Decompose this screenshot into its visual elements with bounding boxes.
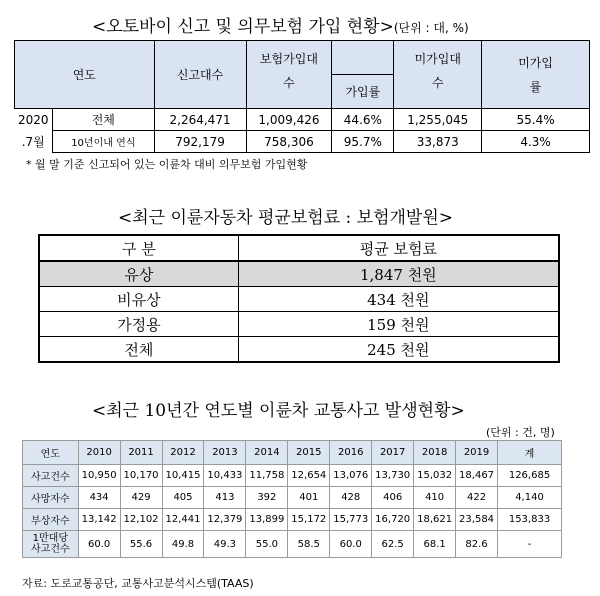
table-cell: 428 (330, 487, 372, 509)
header-year: 2010 (78, 441, 120, 465)
table-cell: 49.3 (204, 531, 246, 558)
section1-note: * 월 말 기준 신고되어 있는 이륜차 대비 의무보험 가입현황 (26, 158, 308, 171)
table-row (15, 109, 590, 131)
header-premium: 평균 보험료 (238, 235, 559, 261)
cell-category: 가정용 (39, 312, 238, 337)
table-cell: 406 (372, 487, 414, 509)
table-cell: 126,685 (498, 465, 562, 487)
cell-uninsured-rate: 4.3% (482, 131, 590, 153)
header-year: 2012 (162, 441, 204, 465)
table-row (39, 287, 559, 312)
row-label: 전체 (52, 109, 154, 131)
table-cell: 18,621 (414, 509, 456, 531)
table-cell: 13,730 (372, 465, 414, 487)
table-cell: 12,654 (288, 465, 330, 487)
cell-uninsured-rate: 55.4% (482, 109, 590, 131)
cell-uninsured: 1,255,045 (394, 109, 482, 131)
table-cell: 4,140 (498, 487, 562, 509)
row-label: 사망자수 (23, 487, 79, 509)
cell-registered: 2,264,471 (154, 109, 246, 131)
header-year: 2011 (120, 441, 162, 465)
cell-insured: 1,009,426 (246, 109, 332, 131)
table-cell: 15,773 (330, 509, 372, 531)
header-uninsured-rate (482, 41, 590, 109)
header-year: 2016 (330, 441, 372, 465)
cell-premium: 1,847 천원 (238, 261, 559, 287)
header-insured-rate-top (332, 41, 394, 75)
table-cell: 401 (288, 487, 330, 509)
table-row (15, 131, 590, 153)
header-year: 2014 (246, 441, 288, 465)
section1-title-text: <오토바이 신고 및 의무보험 가입 현황> (92, 17, 394, 37)
row-label: 부상자수 (23, 509, 79, 531)
header-uninsured-rate-line1: 미가입 (518, 55, 553, 70)
table-cell: 55.0 (246, 531, 288, 558)
table-cell: 18,467 (456, 465, 498, 487)
table-cell: 13,142 (78, 509, 120, 531)
cell-category: 비유상 (39, 287, 238, 312)
row-label-line1: 1만대당 (32, 533, 68, 544)
table-cell: 10,950 (78, 465, 120, 487)
table-cell: 60.0 (78, 531, 120, 558)
row-label-line2: 사고건수 (31, 544, 70, 555)
table-cell: 10,415 (162, 465, 204, 487)
section1-title (92, 12, 469, 37)
table-cell: 82.6 (456, 531, 498, 558)
header-year-label: 연도 (23, 441, 79, 465)
header-category: 구 분 (39, 235, 238, 261)
table-cell: 12,379 (204, 509, 246, 531)
header-insured (246, 41, 332, 109)
table-cell: 15,032 (414, 465, 456, 487)
header-year: 2015 (288, 441, 330, 465)
section2-title: <최근 이륜자동차 평균보험료 : 보험개발원> (118, 208, 454, 228)
table-cell: 10,170 (120, 465, 162, 487)
table-cell: 153,833 (498, 509, 562, 531)
table-cell: 16,720 (372, 509, 414, 531)
table-row (23, 531, 562, 558)
header-year: 2018 (414, 441, 456, 465)
table-row (39, 235, 559, 261)
cell-insured-rate: 44.6% (332, 109, 394, 131)
row-label: 사고건수 (23, 465, 79, 487)
cell-uninsured: 33,873 (394, 131, 482, 153)
cell-registered: 792,179 (154, 131, 246, 153)
table-cell: 49.8 (162, 531, 204, 558)
table-cell: 62.5 (372, 531, 414, 558)
table-cell: 55.6 (120, 531, 162, 558)
table-row (39, 261, 559, 287)
header-insured-rate: 가입률 (332, 75, 394, 109)
year-top: 2020 (15, 109, 53, 131)
table-row (39, 337, 559, 363)
header-uninsured-line2: 수 (431, 76, 444, 90)
table-cell: 68.1 (414, 531, 456, 558)
section3-unit: (단위 : 건, 명) (486, 426, 555, 439)
table-cell: 434 (78, 487, 120, 509)
table-cell: 422 (456, 487, 498, 509)
cell-insured-rate: 95.7% (332, 131, 394, 153)
table-cell: 12,102 (120, 509, 162, 531)
table-cell: 23,584 (456, 509, 498, 531)
cell-premium: 159 천원 (238, 312, 559, 337)
table-cell: 405 (162, 487, 204, 509)
header-year: 2017 (372, 441, 414, 465)
section3-source: 자료: 도로교통공단, 교통사고분석시스템(TAAS) (22, 577, 254, 590)
table-cell: 58.5 (288, 531, 330, 558)
header-uninsured (394, 41, 482, 109)
average-premium-table (38, 234, 560, 363)
table-cell: 392 (246, 487, 288, 509)
table-row (23, 465, 562, 487)
table-cell: 60.0 (330, 531, 372, 558)
table-cell: 15,172 (288, 509, 330, 531)
year-bottom: .7월 (15, 131, 53, 153)
table-cell: 10,433 (204, 465, 246, 487)
cell-category: 전체 (39, 337, 238, 363)
row-label (23, 531, 79, 558)
cell-premium: 245 천원 (238, 337, 559, 363)
section1-unit: (단위 : 대, %) (393, 21, 469, 35)
header-uninsured-rate-line2: 률 (529, 79, 542, 94)
table-header-row (23, 441, 562, 465)
table-cell: 12,441 (162, 509, 204, 531)
cell-premium: 434 천원 (238, 287, 559, 312)
cell-insured: 758,306 (246, 131, 332, 153)
header-year: 계 (498, 441, 562, 465)
table-row (23, 487, 562, 509)
motorcycle-insurance-table (14, 40, 590, 153)
table-row (23, 509, 562, 531)
header-year: 2019 (456, 441, 498, 465)
table-cell: 13,076 (330, 465, 372, 487)
table-cell: - (498, 531, 562, 558)
header-uninsured-line1: 미가입대 (414, 52, 461, 66)
table-row (39, 312, 559, 337)
table-cell: 413 (204, 487, 246, 509)
cell-category: 유상 (39, 261, 238, 287)
table-cell: 13,899 (246, 509, 288, 531)
table-cell: 11,758 (246, 465, 288, 487)
header-registered: 신고대수 (154, 41, 246, 109)
accident-stats-table (22, 440, 562, 558)
table-cell: 429 (120, 487, 162, 509)
table-cell: 410 (414, 487, 456, 509)
header-year: 연도 (15, 41, 155, 109)
header-year: 2013 (204, 441, 246, 465)
section3-title: <최근 10년간 연도별 이륜차 교통사고 발생현황> (92, 401, 465, 421)
header-insured-line1: 보험가입대 (259, 52, 318, 66)
header-insured-line2: 수 (283, 76, 295, 90)
row-label: 10년이내 연식 (52, 131, 154, 153)
